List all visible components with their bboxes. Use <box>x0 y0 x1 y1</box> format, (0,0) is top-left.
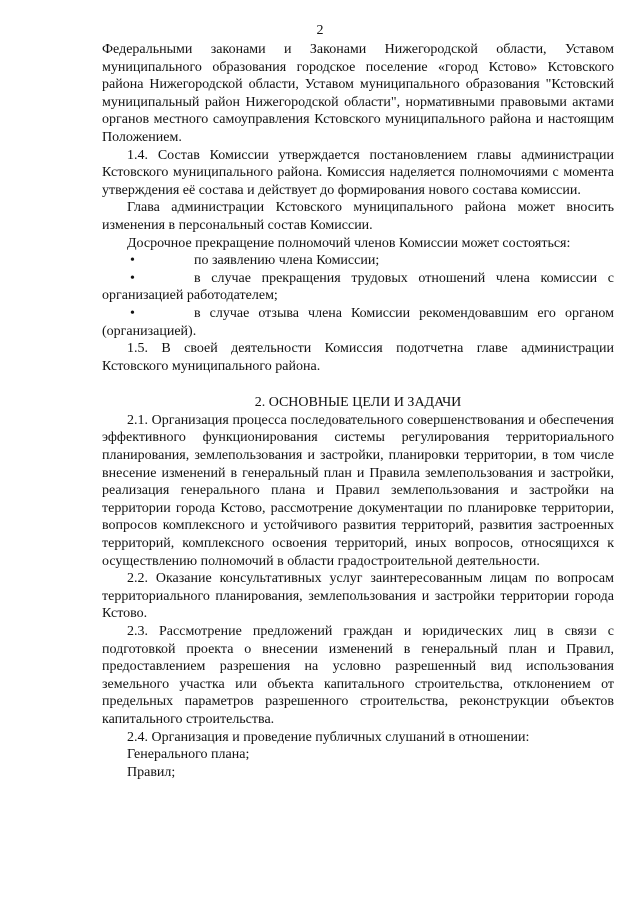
list-item <box>102 305 614 340</box>
paragraph-2-2: 2.2. Оказание консультативных услуг заинтересованным лицам по вопросам территориального планирования, землепользования и застройки территории города Кстово. <box>102 571 614 622</box>
bullet-icon: • <box>130 270 135 286</box>
list-item <box>102 270 614 305</box>
list-item-text: по заявлению члена Комиссии; <box>194 253 380 269</box>
paragraph-legal-basis: Федеральными законами и Законами Нижегородской области, Уставом муниципального образования городское поселение «город Кстово» Кстовского района Нижегородской области, Уставом муниципального образования "Кстовский муниципальный район Нижегородской области", нормативными правовыми актами органов местного самоуправления Кстовского муниципального района и настоящим Положением. <box>102 42 614 145</box>
paragraph-rules: Правил; <box>127 764 176 780</box>
list-item-text: в случае отзыва члена Комиссии рекомендовавшим его органом (организацией). <box>102 305 614 339</box>
list-item <box>102 252 614 270</box>
bullet-icon: • <box>130 305 135 321</box>
paragraph-2-1: 2.1. Организация процесса последовательного совершенствования и обеспечения эффективного функционирования системы регулирования территориального планирования, землепользования и застройки, планировки территории, в том числе внесение изменений в генеральный план и Правила землепользования и застройки, реализация генерального плана и Правил землепользования и застройки на территории города Кстово, рассмотрение документации по планировке территории, вопросов комплексного и устойчивого развития территорий, развития застроенных территорий, комплексного освоения территорий, иных вопросов, относящихся к осуществлению полномочий в области градостроительной деятельности. <box>102 412 614 569</box>
bullet-icon: • <box>130 253 135 269</box>
paragraph-2-4: 2.4. Организация и проведение публичных слушаний в отношении: <box>127 729 530 745</box>
page-number: 2 <box>316 23 324 38</box>
document-body <box>102 41 614 781</box>
paragraph-1-4: 1.4. Состав Комиссии утверждается постановлением главы администрации Кстовского муниципального района. Комиссия наделяется полномочиями с момента утверждения её состава и действует до формирования нового состава комиссии. <box>102 147 614 198</box>
paragraph-general-plan: Генерального плана; <box>127 747 250 763</box>
paragraph-head-changes: Глава администрации Кстовского муниципального района может вносить изменения в персональный состав Комиссии. <box>102 200 614 233</box>
section-heading: 2. ОСНОВНЫЕ ЦЕЛИ И ЗАДАЧИ <box>254 395 462 411</box>
paragraph-2-3: 2.3. Рассмотрение предложений граждан и юридических лиц в связи с подготовкой проекта о внесении изменений в генеральный план и Правил, предоставлением разрешения на условно разрешенный вид использования земельного участка или объекта капитального строительства, отклонением от предельных параметров разрешенного строительства, реконструкции объектов капитального строительства. <box>102 624 614 727</box>
paragraph-1-5: 1.5. В своей деятельности Комиссия подотчетна главе администрации Кстовского муниципального района. <box>102 341 614 374</box>
paragraph-early-termination: Досрочное прекращение полномочий членов Комиссии может состояться: <box>127 235 571 251</box>
list-item-text: в случае прекращения трудовых отношений члена комиссии с организацией работодателем; <box>102 270 614 304</box>
